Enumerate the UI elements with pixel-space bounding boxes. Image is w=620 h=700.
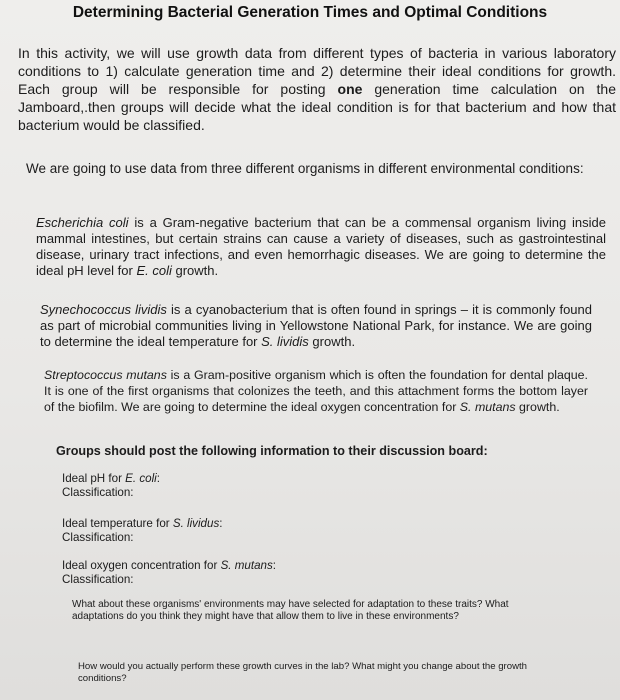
synechococcus-short-name: S. lividis xyxy=(261,334,309,349)
intro-text-2: generation time calculation on the Jamboard,.then groups will decide what the ideal condition is for that bacterium and how that bacterium would be classified. xyxy=(18,81,616,133)
info-suffix: : xyxy=(219,517,223,530)
info-block-slividus xyxy=(62,517,222,545)
info-label: Ideal oxygen concentration for xyxy=(62,559,221,572)
document-title: Determining Bacterial Generation Times and Optimal Conditions xyxy=(72,4,548,21)
streptococcus-text-1: is a Gram-positive organism which is often the foundation for dental plaque. It is one of the first organisms that colonizes the teeth, and this attachment forms the bottom layer of the biofilm. We are going to determine the ideal oxygen concentration for xyxy=(44,368,588,414)
intro-bold-one: one xyxy=(337,81,363,97)
info-label-line xyxy=(62,472,160,486)
synechococcus-name: Synechococcus lividis xyxy=(40,302,167,317)
ecoli-paragraph xyxy=(36,215,606,279)
intro-paragraph xyxy=(18,44,616,134)
streptococcus-text-2: growth. xyxy=(515,400,560,414)
ecoli-text-2: growth. xyxy=(171,263,219,278)
synechococcus-text-2: growth. xyxy=(308,334,356,349)
question-adaptation: What about these organisms' environments may have selected for adaptation to these traits? What adaptations do you think they might have that allow them to live in these environments? xyxy=(72,599,509,622)
synechococcus-text-1: is a cyanobacterium that is often found in springs – it is commonly found as part of microbial communities living in Yellowstone National Park, for instance. We are going to determine the ideal temperature for xyxy=(40,302,592,349)
info-classification: Classification: xyxy=(62,531,134,544)
info-block-ecoli xyxy=(62,472,160,500)
info-label: Ideal temperature for xyxy=(62,517,173,530)
organisms-intro-paragraph: We are going to use data from three different organisms in different environmental conditions: xyxy=(26,161,584,176)
info-classification: Classification: xyxy=(62,573,134,586)
question-lab-procedure: How would you actually perform these growth curves in the lab? What might you change about the growth conditions? xyxy=(78,661,528,684)
ecoli-text-1: is a Gram-negative bacterium that can be a commensal organism living inside mammal intestines, but certain strains can cause a variety of diseases, such as gastrointestinal disease, urinary tract infections, and even hemorrhagic diseases. We are going to determine the ideal pH level for xyxy=(36,215,606,278)
info-organism: S. lividus xyxy=(172,517,220,530)
groups-heading: Groups should post the following information to their discussion board: xyxy=(56,444,488,458)
intro-text-1: In this activity, we will use growth data from different types of bacteria in various laboratory conditions to 1) calculate generation time and 2) determine their ideal conditions for growth. Each group will be responsible for posting xyxy=(18,45,616,97)
ecoli-name: Escherichia coli xyxy=(36,215,129,230)
info-suffix: : xyxy=(272,559,276,572)
info-label-line xyxy=(62,517,222,531)
info-suffix: : xyxy=(156,472,160,485)
ecoli-short-name: E. coli xyxy=(136,263,172,278)
streptococcus-paragraph xyxy=(44,367,588,415)
info-block-smutans xyxy=(62,559,276,587)
streptococcus-name: Streptococcus mutans xyxy=(44,368,167,382)
info-organism: E. coli xyxy=(125,472,157,485)
info-organism: S. mutans xyxy=(220,559,273,572)
info-classification: Classification: xyxy=(62,486,134,499)
streptococcus-short-name: S. mutans xyxy=(459,400,516,414)
info-label: Ideal pH for xyxy=(62,472,126,485)
info-label-line xyxy=(62,559,276,573)
synechococcus-paragraph xyxy=(40,302,592,350)
